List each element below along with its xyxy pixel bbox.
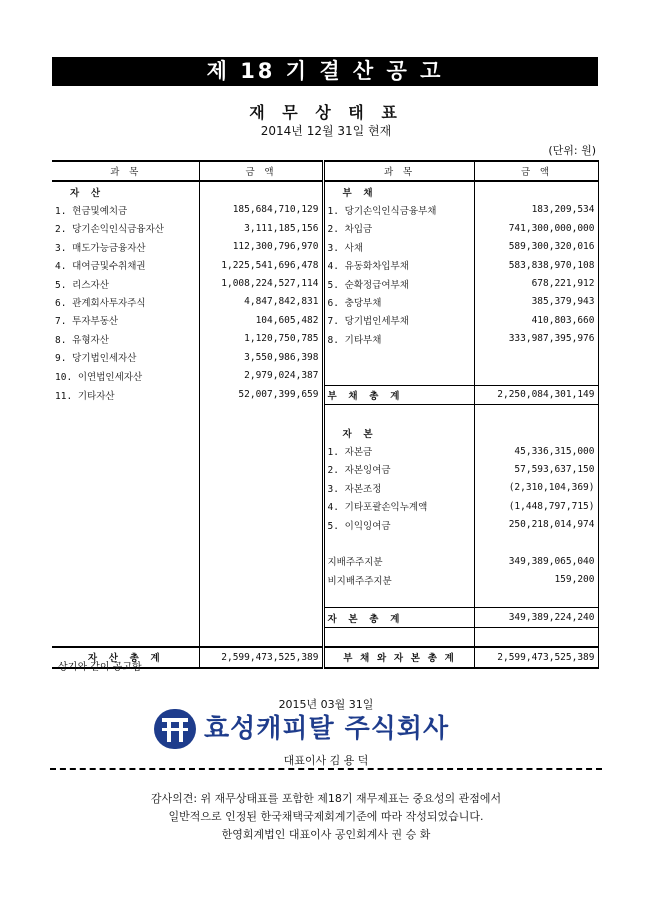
liability-value: 410,803,660 [474,311,598,329]
liability-label: 7. 당기법인세부채 [323,311,474,329]
liability-label: 8. 기타부채 [323,330,474,348]
liability-value: 183,209,534 [474,201,598,219]
table-row [52,627,598,647]
liability-label: 3. 사채 [323,238,474,256]
representative: 대표이사 김 용 덕 [283,754,369,767]
liability-value: 333,987,395,976 [474,330,598,348]
asset-value: 185,684,710,129 [199,201,323,219]
asset-label: 5. 리스자산 [55,279,109,291]
table-row [52,479,598,497]
table-row [52,515,598,533]
auditor: 한영회계법인 대표이사 공인회계사 권 승 화 [221,828,431,841]
asset-label: 3. 매도가능금융자산 [55,242,146,254]
statement-title: 재 무 상 태 표 [249,103,403,122]
asset-label: 11. 기타자산 [55,390,115,402]
header-subject-right: 과 목 [323,161,474,181]
assets-total-value: 2,599,473,525,389 [199,647,323,667]
liabilities-total-value: 2,250,084,301,149 [474,385,598,404]
liability-value: 385,379,943 [474,293,598,311]
audit-line: 일반적으로 인정된 한국채택국제회계기준에 따라 작성되었습니다. [168,810,484,823]
table-row [52,571,598,589]
asset-label: 1. 현금및예치금 [55,205,128,217]
equity-value: (2,310,104,369) [474,479,598,497]
equity-label: 1. 자본금 [323,442,474,460]
notice-title: 제 18 기 결 산 공 고 [52,57,598,86]
divider [50,768,602,770]
asset-value: 1,225,541,696,478 [199,256,323,274]
asset-value: 112,300,796,970 [199,238,323,256]
balance-sheet-table [52,160,599,669]
asset-value: 3,111,185,156 [199,219,323,237]
table-row [52,366,598,385]
equity-label: 5. 이익잉여금 [323,515,474,533]
equity-value: (1,448,797,715) [474,497,598,515]
table-row [52,608,598,627]
asset-value: 1,120,750,785 [199,330,323,348]
table-header-row [52,161,598,181]
table-row [52,497,598,515]
noncontrolling-interest-value: 159,200 [474,571,598,589]
table-row [52,330,598,348]
audit-opinion [0,790,652,844]
unit-label: (단위: 원) [548,144,596,157]
table-row [52,181,598,200]
liabilities-section-label: 부 채 [323,181,474,200]
table-row [52,201,598,219]
table-row [52,552,598,570]
asset-value: 4,847,842,831 [199,293,323,311]
asset-label: 7. 투자부동산 [55,316,119,328]
asset-label: 4. 대여금및수취채권 [55,261,146,273]
publish-date: 2015년 03월 31일 [278,698,374,711]
liabilities-total-label: 부 채 총 계 [323,385,474,404]
table-row [52,311,598,329]
table-row [52,589,598,608]
header-amount-left: 금 액 [199,161,323,181]
liability-value: 583,838,970,108 [474,256,598,274]
table-row [52,293,598,311]
liability-value: 589,300,320,016 [474,238,598,256]
table-row [52,219,598,237]
equity-label: 2. 자본잉여금 [323,460,474,478]
header-amount-right: 금 액 [474,161,598,181]
table-row [52,442,598,460]
asset-value: 104,605,482 [199,311,323,329]
equity-value: 57,593,637,150 [474,460,598,478]
notice-note: 상기와 같이 공고함 [58,662,142,673]
table-row [52,256,598,274]
asset-value: 52,007,399,659 [199,385,323,404]
asset-label: 8. 유형자산 [55,334,109,346]
equity-total-value: 349,389,224,240 [474,608,598,627]
equity-value: 250,218,014,974 [474,515,598,533]
asset-value: 3,550,986,398 [199,348,323,366]
asset-label: 10. 이연법인세자산 [55,371,143,383]
equity-value: 45,336,315,000 [474,442,598,460]
liability-label: 1. 당기손익인식금융부채 [323,201,474,219]
table-row [52,274,598,292]
noncontrolling-interest-label: 비지배주주지분 [323,571,474,589]
asset-label: 6. 관계회사투자주식 [55,297,146,309]
table-row [52,348,598,366]
equity-label: 4. 기타포괄손익누계액 [323,497,474,515]
audit-line: 감사의견: 위 재무상태표를 포함한 제18기 재무제표는 중요성의 관점에서 [150,792,502,805]
liability-value: 741,300,000,000 [474,219,598,237]
table-row [52,423,598,441]
liability-label: 4. 유동화차입부채 [323,256,474,274]
table-row [52,405,598,424]
table-row [52,534,598,552]
asset-label: 9. 당기법인세자산 [55,353,137,365]
grand-total-value: 2,599,473,525,389 [474,647,598,667]
equity-total-label: 자 본 총 계 [323,608,474,627]
table-row [52,385,598,404]
company-name: 효성캐피탈 주식회사 [204,714,450,744]
equity-label: 3. 자본조정 [323,479,474,497]
liability-label: 6. 충당부채 [323,293,474,311]
assets-total-label: 자 산 총 계 [52,647,199,667]
header-subject-left: 과 목 [52,161,199,181]
assets-section-label: 자 산 [70,187,104,199]
asset-label: 2. 당기손익인식금융자산 [55,224,164,236]
asset-value: 2,979,024,387 [199,366,323,385]
liability-label: 5. 순확정급여부채 [323,274,474,292]
grand-total-label: 부 채 와 자 본 총 계 [323,647,474,667]
liability-label: 2. 차입금 [323,219,474,237]
liability-value: 678,221,912 [474,274,598,292]
controlling-interest-value: 349,389,065,040 [474,552,598,570]
equity-section-label: 자 본 [323,423,474,441]
table-row [52,238,598,256]
table-row [52,460,598,478]
asset-value: 1,008,224,527,114 [199,274,323,292]
controlling-interest-label: 지배주주지분 [323,552,474,570]
statement-date: 2014년 12월 31일 현재 [260,124,392,138]
